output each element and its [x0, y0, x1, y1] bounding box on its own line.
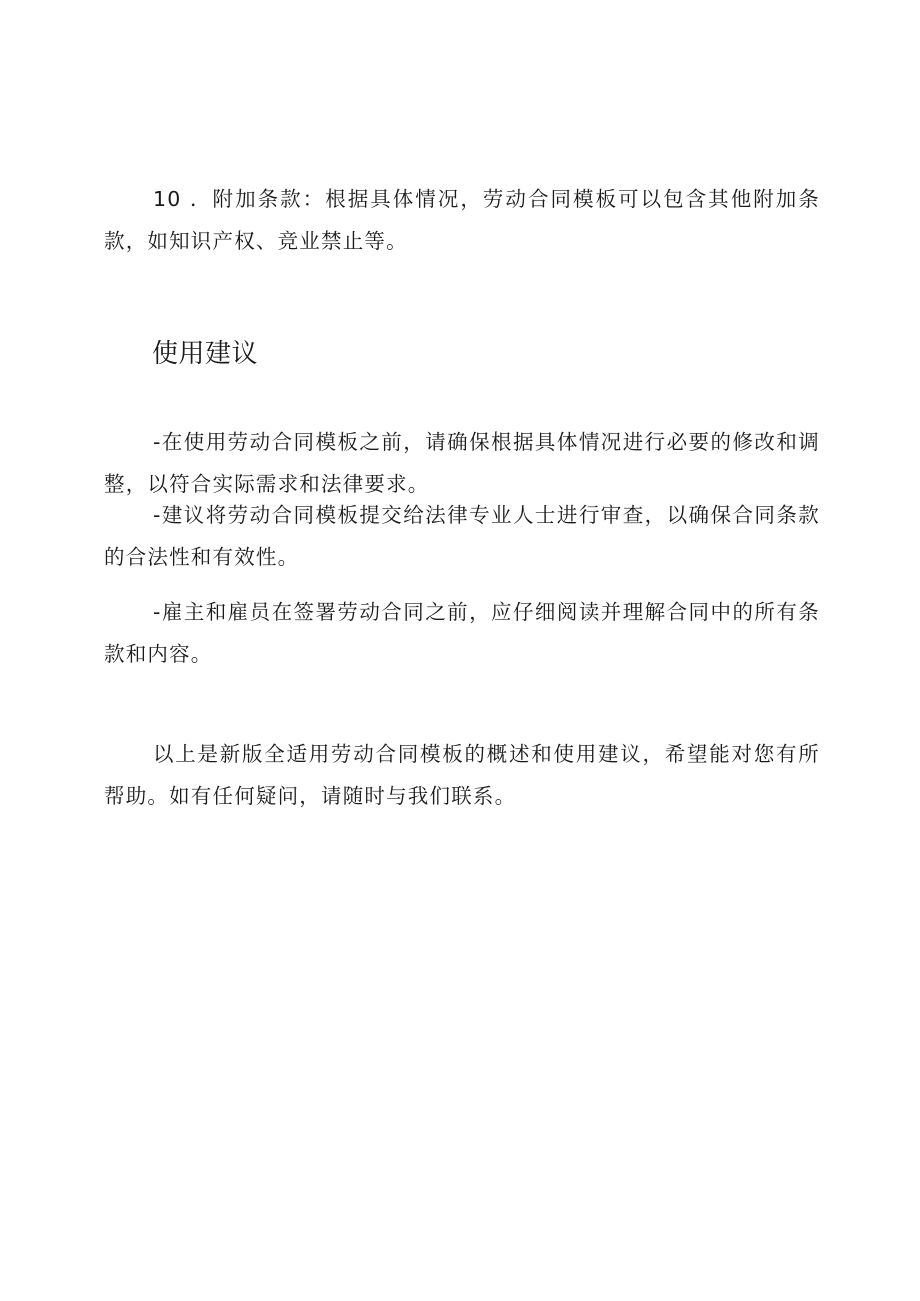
closing-paragraph: 以上是新版全适用劳动合同模板的概述和使用建议，希望能对您有所帮助。如有任何疑问，请随时与我们联系。 [104, 742, 820, 808]
section-heading: 使用建议 [152, 339, 259, 369]
usage-tip: -雇主和雇员在签署劳动合同之前，应仔细阅读并理解合同中的所有条款和内容。 [104, 600, 820, 666]
usage-tip: -在使用劳动合同模板之前，请确保根据具体情况进行必要的修改和调整，以符合实际需求和法律要求。 [104, 430, 820, 496]
usage-tip: -建议将劳动合同模板提交给法律专业人士进行审查，以确保合同条款的合法性和有效性。 [104, 503, 820, 569]
clause-item-10: 10 ．附加条款：根据具体情况，劳动合同模板可以包含其他附加条款，如知识产权、竞业禁止等。 [104, 187, 820, 253]
